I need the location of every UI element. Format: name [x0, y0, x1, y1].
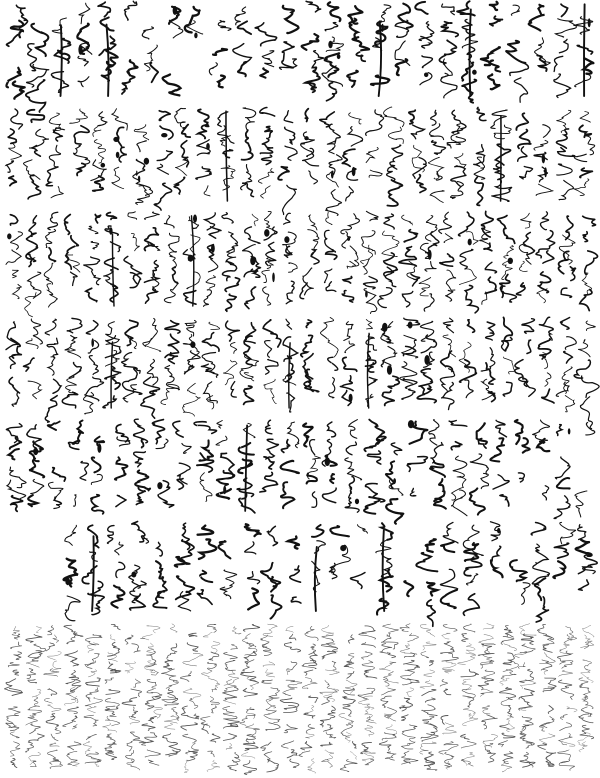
ink-blot: [544, 167, 547, 177]
ink-blot: [116, 152, 120, 158]
ink-blot: [206, 143, 210, 150]
ink-blot: [264, 229, 269, 237]
ink-blot: [131, 572, 136, 578]
ink-blot: [424, 73, 428, 78]
ink-blot: [173, 6, 178, 15]
ink-blot: [33, 448, 38, 455]
ink-blot: [91, 338, 94, 347]
ink-blot: [352, 167, 356, 176]
ink-blot: [542, 154, 545, 164]
ink-blot: [337, 54, 341, 59]
ink-blot: [188, 255, 194, 262]
ink-blot: [304, 136, 308, 140]
ink-blot: [97, 444, 101, 453]
ink-blot: [78, 45, 82, 55]
ink-blot: [331, 171, 334, 179]
ink-blot: [468, 239, 472, 246]
ink-blot: [347, 237, 350, 241]
ink-blot: [381, 24, 384, 32]
ink-blot: [65, 577, 70, 585]
ink-blot: [272, 273, 275, 283]
ink-blot: [113, 137, 119, 142]
ink-blot: [325, 457, 330, 466]
ink-blot: [223, 486, 226, 494]
ink-blot: [472, 70, 477, 75]
ink-blot: [284, 236, 289, 243]
ink-blot: [194, 33, 197, 39]
ink-blot: [190, 341, 195, 348]
ink-blot: [193, 215, 197, 223]
ink-blot: [328, 41, 332, 48]
ink-blot: [365, 291, 368, 298]
ink-blot: [387, 365, 392, 375]
ink-blot: [101, 163, 106, 168]
ink-blot: [588, 18, 591, 27]
ink-blot: [508, 258, 513, 264]
ink-blot: [211, 244, 215, 253]
ink-flourish: [584, 4, 585, 96]
ink-blot: [497, 528, 500, 533]
ink-blot: [382, 323, 388, 332]
ink-blot: [568, 428, 571, 434]
ink-blot: [250, 256, 255, 265]
ink-blot: [144, 158, 149, 165]
ink-blot: [428, 250, 432, 260]
ink-blot: [340, 545, 346, 551]
ink-blot: [393, 478, 396, 484]
ink-blot: [408, 322, 413, 329]
ink-blot: [7, 233, 11, 239]
ink-blot: [355, 499, 359, 505]
ink-blot: [408, 420, 414, 428]
ink-blot: [138, 176, 140, 182]
ink-blot: [161, 133, 167, 137]
ink-blot: [424, 355, 429, 365]
ink-blot: [157, 482, 162, 489]
ink-blot: [349, 394, 353, 402]
